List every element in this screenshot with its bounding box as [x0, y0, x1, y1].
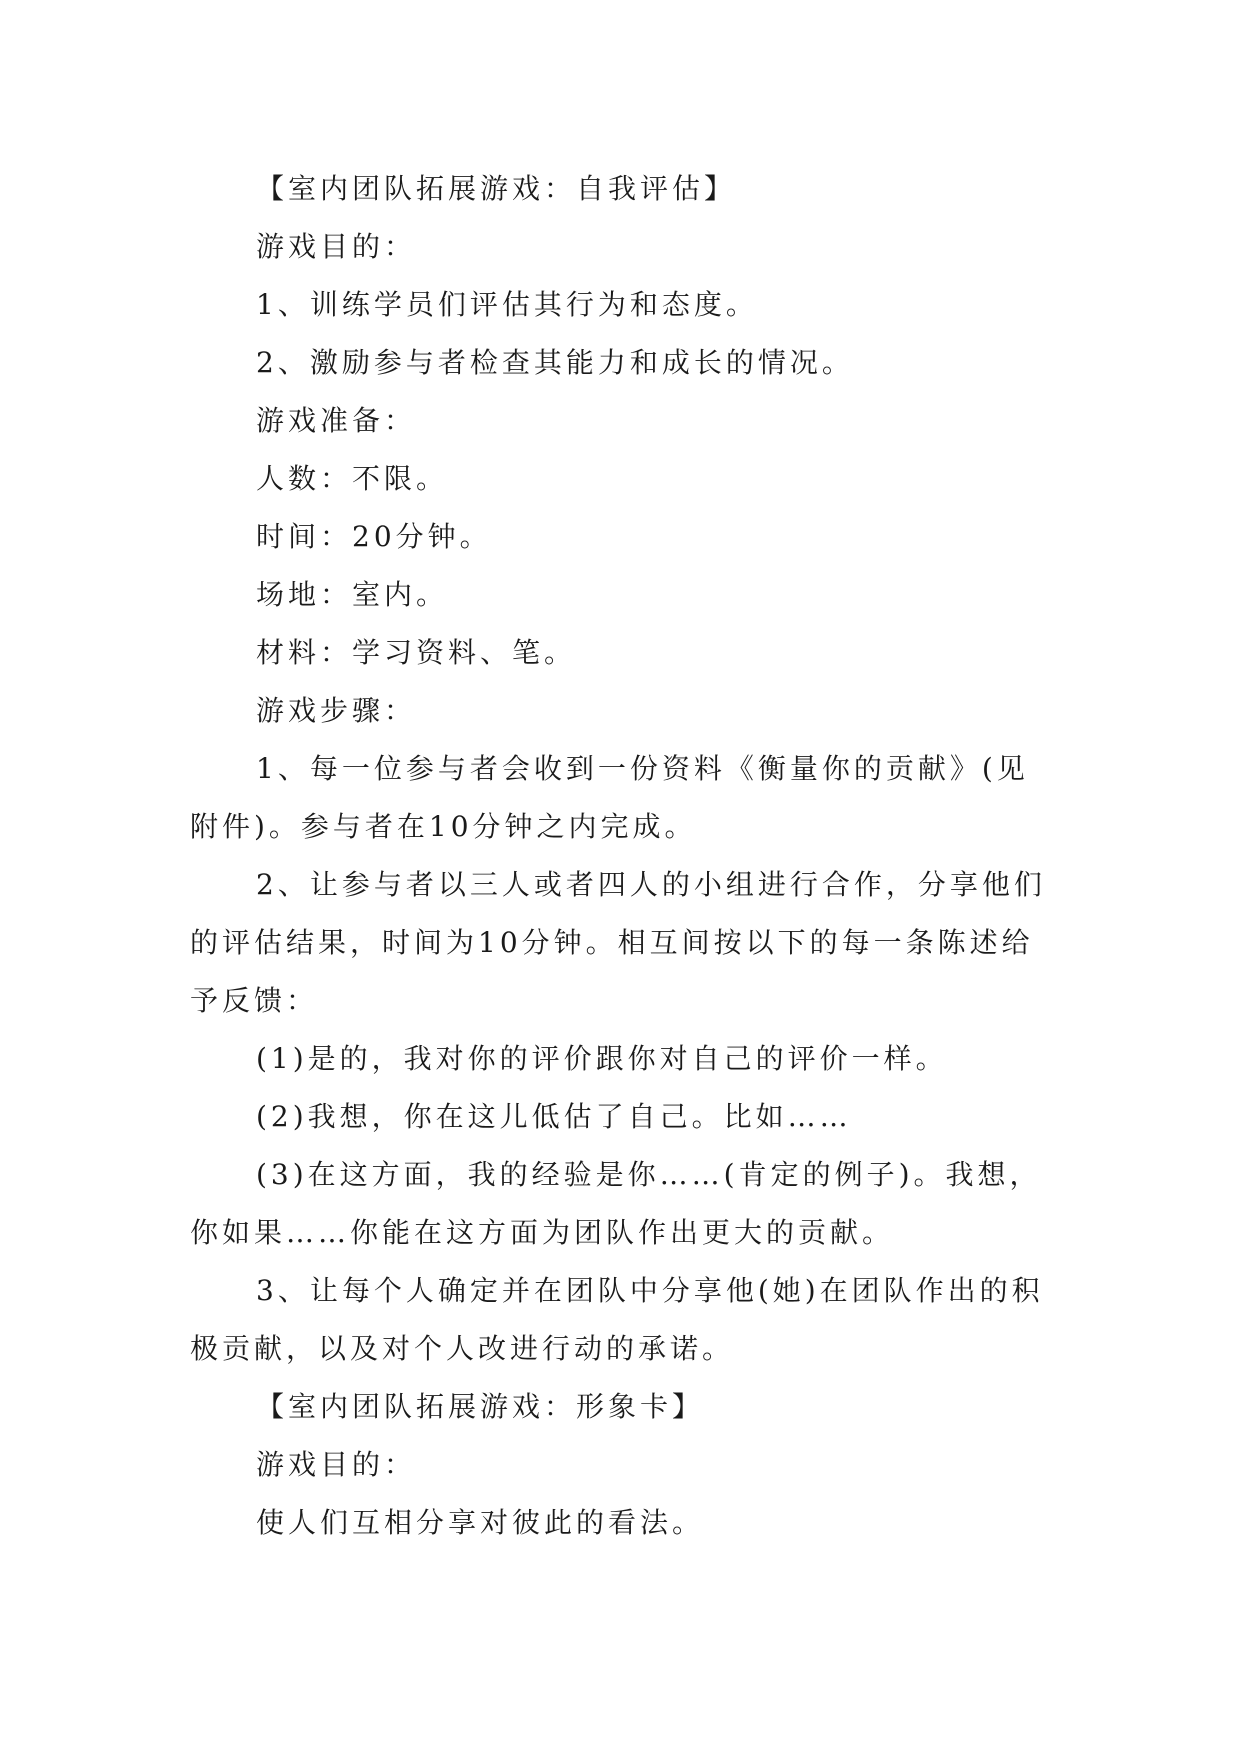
section-title-self-assessment: 【室内团队拓展游戏：自我评估】: [256, 172, 737, 205]
prep-venue: 场地：室内。: [256, 578, 449, 611]
feedback-item-2: (2)我想，你在这儿低估了自己。比如……: [256, 1100, 852, 1133]
step-3: 3、让每个人确定并在团队中分享他(她)在团队作出的积极贡献，以及对个人改进行动的承诺。: [190, 1274, 1044, 1365]
section-title-image-card: 【室内团队拓展游戏：形象卡】: [256, 1390, 705, 1423]
prep-materials: 材料：学习资料、笔。: [256, 636, 577, 669]
prep-participants: 人数：不限。: [256, 462, 449, 495]
section-heading-preparation: 游戏准备：: [256, 404, 417, 437]
section-heading-purpose: 游戏目的：: [256, 230, 417, 263]
prep-time: 时间：20分钟。: [256, 520, 492, 553]
document-body: [190, 160, 1050, 1552]
purpose-item-2: 2、激励参与者检查其能力和成长的情况。: [256, 346, 854, 379]
step-1: 1、每一位参与者会收到一份资料《衡量你的贡献》(见附件)。参与者在10分钟之内完成。: [190, 752, 1029, 843]
purpose-item-1: 1、训练学员们评估其行为和态度。: [256, 288, 758, 321]
purpose-text-2: 使人们互相分享对彼此的看法。: [256, 1506, 705, 1539]
step-2: 2、让参与者以三人或者四人的小组进行合作，分享他们的评估结果，时间为10分钟。相互间按以下的每一条陈述给予反馈：: [190, 868, 1046, 1017]
feedback-item-1: (1)是的，我对你的评价跟你对自己的评价一样。: [256, 1042, 948, 1075]
feedback-item-3: (3)在这方面，我的经验是你……(肯定的例子)。我想，你如果……你能在这方面为团队作出更大的贡献。: [190, 1158, 1042, 1249]
section-heading-steps: 游戏步骤：: [256, 694, 417, 727]
section-heading-purpose-2: 游戏目的：: [256, 1448, 417, 1481]
